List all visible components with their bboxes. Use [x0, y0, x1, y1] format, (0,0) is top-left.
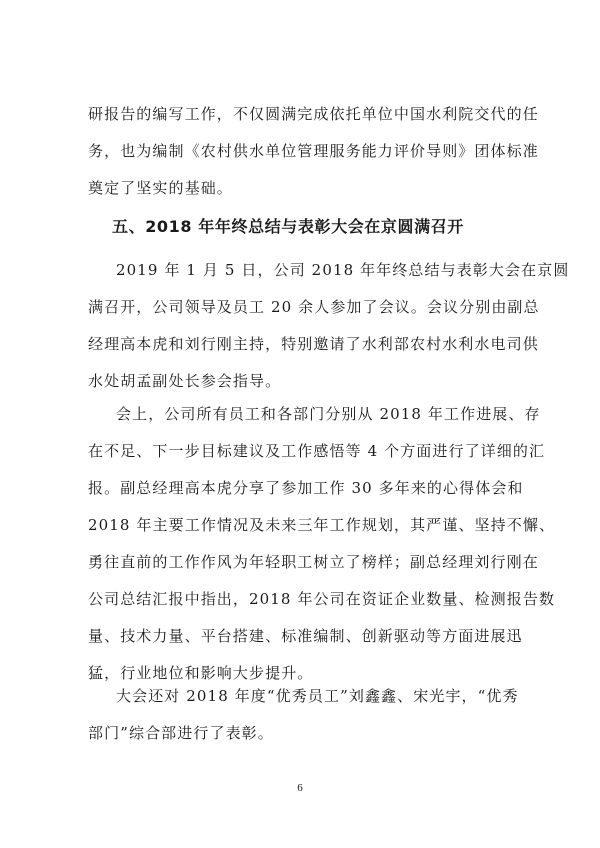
text-line: 大会还对 2018 年度“优秀员工”刘鑫鑫、宋光宇，“优秀 [116, 687, 519, 705]
text-line: 2018 年主要工作情况及未来三年工作规划，其严谨、坚持不懈、 [88, 516, 556, 534]
text-line: 奠定了坚实的基础。 [88, 179, 233, 197]
text-line: 满召开，公司领导及员工 20 余人参加了会议。会议分别由副总 [88, 298, 540, 316]
text-line: 勇往直前的工作作风为年轻职工树立了榜样；副总经理刘行刚在 [88, 553, 539, 571]
text-line: 在不足、下一步目标建议及工作感悟等 4 个方面进行了详细的汇 [88, 442, 546, 460]
text-line: 研报告的编写工作，不仅圆满完成依托单位中国水利院交代的任 [88, 105, 539, 123]
paragraph-2 [88, 396, 556, 692]
text-line: 量、技术力量、平台搭建、标准编制、创新驱动等方面进展迅 [88, 627, 523, 645]
intro-paragraph [88, 96, 539, 207]
text-line: 务，也为编制《农村供水单位管理服务能力评价导则》团体标准 [88, 142, 539, 160]
text-line: 水处胡孟副处长参会指导。 [88, 372, 282, 390]
paragraph-1 [88, 252, 570, 400]
page-number: 6 [297, 782, 303, 794]
text-line: 2019 年 1 月 5 日，公司 2018 年年终总结与表彰大会在京圆 [116, 261, 570, 279]
text-line: 猛，行业地位和影响大步提升。 [88, 664, 314, 682]
text-line: 公司总结汇报中指出，2018 年公司在资证企业数量、检测报告数 [88, 590, 556, 608]
paragraph-3 [88, 678, 519, 752]
section-heading: 五、2018 年年终总结与表彰大会在京圆满召开 [112, 217, 464, 236]
text-line: 会上，公司所有员工和各部门分别从 2018 年工作进展、存 [116, 405, 541, 423]
text-line: 报。副总经理高本虎分享了参加工作 30 多年来的心得体会和 [88, 479, 524, 497]
text-line: 经理高本虎和刘行刚主持，特别邀请了水利部农村水利水电司供 [88, 335, 539, 353]
text-line: 部门”综合部进行了表彰。 [88, 724, 274, 742]
